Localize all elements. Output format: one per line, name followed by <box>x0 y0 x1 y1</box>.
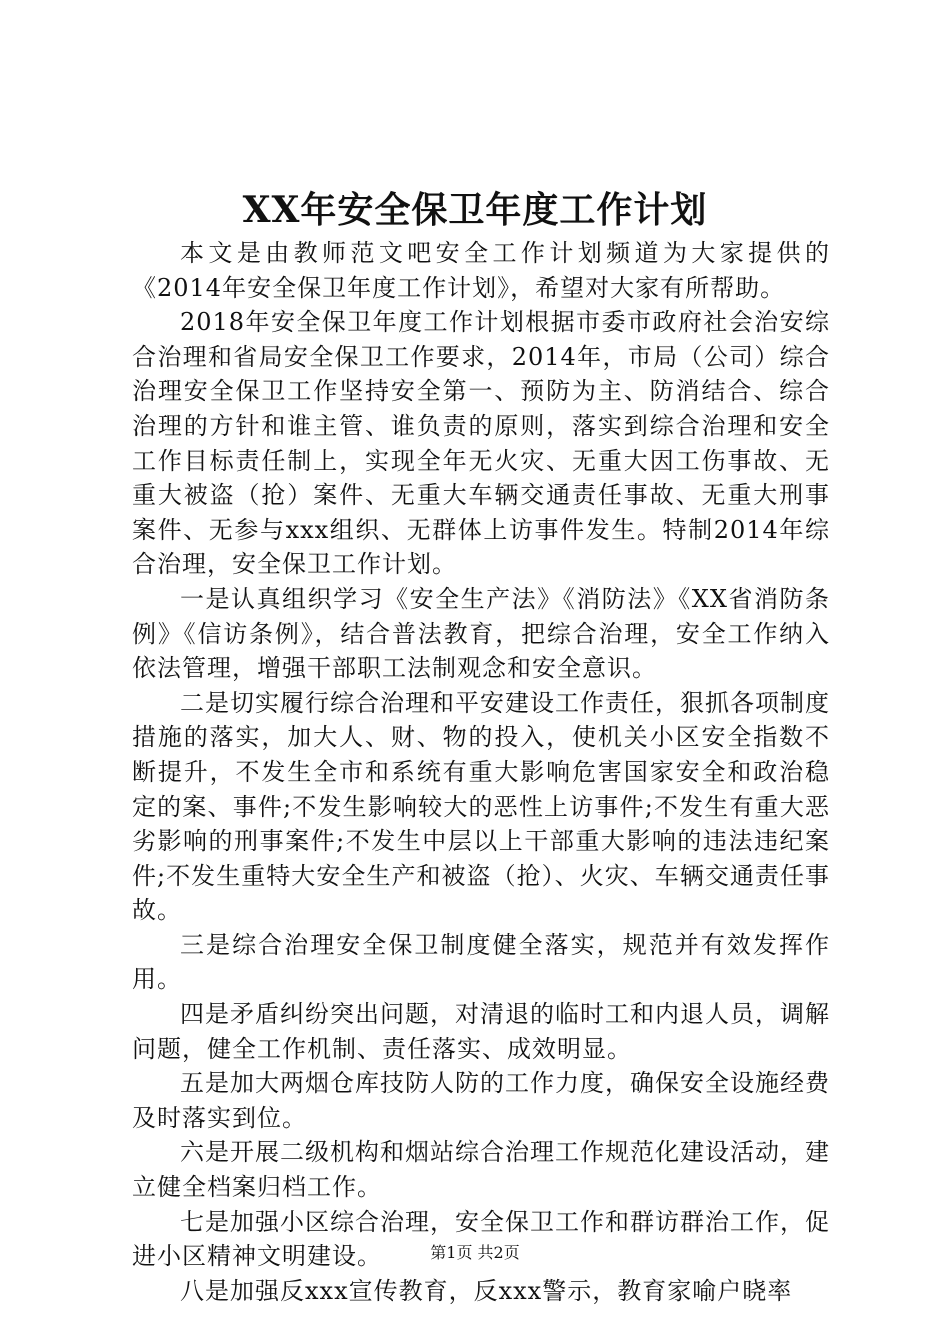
paragraph-item-5: 五是加大两烟仓库技防人防的工作力度，确保安全设施经费及时落实到位。 <box>132 1069 830 1132</box>
paragraph-item-7: 七是加强小区综合治理，安全保卫工作和群访群治工作，促进小区精神文明建设。 <box>132 1207 830 1271</box>
document-body <box>132 236 830 1308</box>
paragraph-item-8: 八是加强反xxx宣传教育，反xxx警示，教育家喻户晓率 <box>180 1276 793 1305</box>
paragraph-overview: 2018年安全保卫年度工作计划根据市委市政府社会治安综合治理和省局安全保卫工作要求，2014年，市局（公司）综合治理安全保卫工作坚持安全第一、预防为主、防消结合、综合治理的方针和谁主管、谁负责的原则，落实到综合治理和安全工作目标责任制上，实现全年无火灾、无重大因工伤事故、无重大被盗（抢）案件、无重大车辆交通责任事故、无重大刑事案件、无参与xxx组织、无群体上访事件发生。特制2014年综合治理，安全保卫工作计划。 <box>132 308 830 579</box>
paragraph-item-1: 一是认真组织学习《安全生产法》《消防法》《XX省消防条例》《信访条例》，结合普法教育，把综合治理，安全工作纳入依法管理，增强干部职工法制观念和安全意识。 <box>132 584 830 683</box>
paragraph-item-2: 二是切实履行综合治理和平安建设工作责任，狠抓各项制度措施的落实，加大人、财、物的投入，使机关小区安全指数不断提升，不发生全市和系统有重大影响危害国家安全和政治稳定的案、事件;不发生影响较大的恶性上访事件;不发生有重大恶劣影响的刑事案件;不发生中层以上干部重大影响的违法违纪案件;不发生重特大安全生产和被盗（抢）、火灾、车辆交通责任事故。 <box>132 688 830 925</box>
page-title: XX年安全保卫年度工作计划 <box>242 189 708 231</box>
paragraph-item-3: 三是综合治理安全保卫制度健全落实，规范并有效发挥作用。 <box>132 930 830 994</box>
paragraph-item-6: 六是开展二级机构和烟站综合治理工作规范化建设活动，建立健全档案归档工作。 <box>132 1138 830 1202</box>
page-number-footer: 第1页 共2页 <box>430 1243 520 1262</box>
paragraph-item-4: 四是矛盾纠纷突出问题，对清退的临时工和内退人员，调解问题，健全工作机制、责任落实、成效明显。 <box>132 1000 830 1063</box>
paragraph-intro: 本文是由教师范文吧安全工作计划频道为大家提供的《2014年安全保卫年度工作计划》，希望对大家有所帮助。 <box>132 239 830 302</box>
